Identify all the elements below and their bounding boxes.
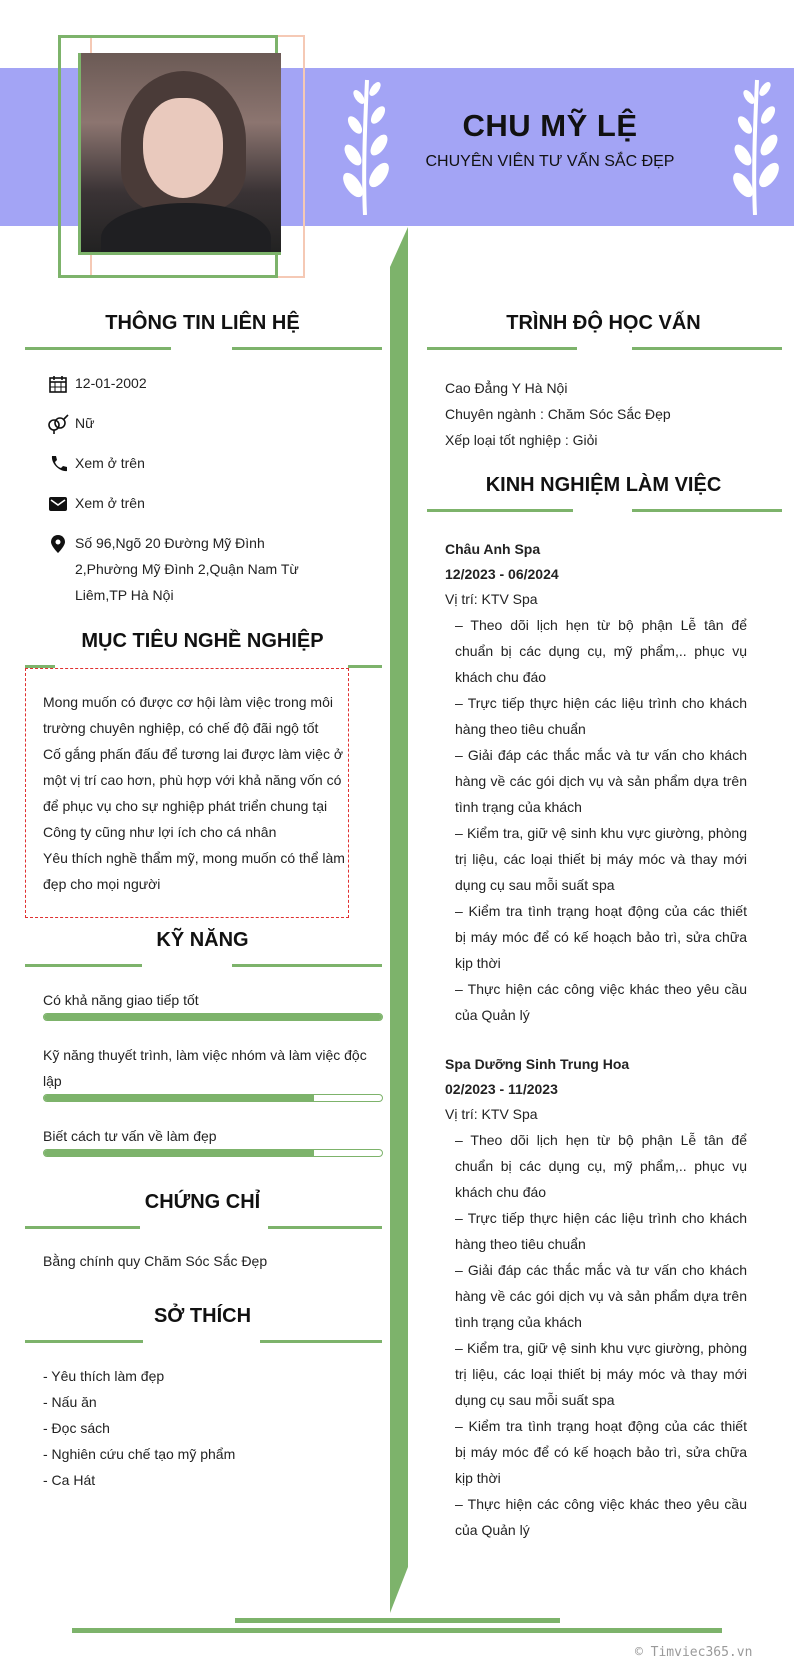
experience-duty-line: chuẩn bị các dụng cụ, mỹ phẩm,.. phục vụ bbox=[455, 643, 747, 659]
experience-duty-line: hàng về các gói dịch vụ và sản phẩm dựa trên bbox=[455, 773, 747, 789]
footer-line bbox=[235, 1618, 560, 1623]
hobby-item: - Nghiên cứu chế tạo mỹ phẩm bbox=[43, 1446, 236, 1462]
section-underline bbox=[25, 964, 142, 967]
objective-line: Cố gắng phấn đấu để tương lai được làm việc ở bbox=[43, 746, 344, 762]
section-underline bbox=[268, 1226, 382, 1229]
experience-duty-line: dụng cụ sau mỗi suất spa bbox=[455, 877, 615, 893]
experience-duty-line: tình trạng của khách bbox=[455, 1314, 582, 1330]
experience-duty-line: – Theo dõi lịch hẹn từ bộ phận Lễ tân để bbox=[455, 617, 747, 633]
certificate-item: Bằng chính quy Chăm Sóc Sắc Đẹp bbox=[43, 1253, 268, 1269]
skill-progress-bar bbox=[43, 1149, 383, 1157]
experience-duty-line: kịp thời bbox=[455, 955, 501, 971]
skill-label: Có khả năng giao tiếp tốt bbox=[43, 992, 199, 1008]
hobby-item: - Đọc sách bbox=[43, 1420, 110, 1436]
experience-duty-line: – Trực tiếp thực hiện các liệu trình cho khách bbox=[455, 1210, 747, 1226]
gender-icon bbox=[46, 414, 70, 434]
experience-duty-line: chuẩn bị các dụng cụ, mỹ phẩm,.. phục vụ bbox=[455, 1158, 747, 1174]
section-underline bbox=[632, 509, 782, 512]
experience-duty-line: – Theo dõi lịch hẹn từ bộ phận Lễ tân để bbox=[455, 1132, 747, 1148]
experience-company: Spa Dưỡng Sinh Trung Hoa bbox=[445, 1056, 630, 1072]
address-line: 2,Phường Mỹ Đình 2,Quận Nam Từ bbox=[75, 561, 299, 577]
skill-label: Kỹ năng thuyết trình, làm việc nhóm và làm việc độc bbox=[43, 1047, 367, 1063]
experience-duty-line: khách chu đáo bbox=[455, 669, 547, 685]
job-title: CHUYÊN VIÊN TƯ VẤN SẮC ĐẸP bbox=[425, 153, 675, 170]
experience-duty-line: – Kiểm tra, giữ vệ sinh khu vực giường, phòng bbox=[455, 825, 747, 841]
hobby-item: - Ca Hát bbox=[43, 1472, 96, 1488]
experience-position: Vị trí: KTV Spa bbox=[445, 1106, 538, 1122]
objective-line: một vị trí cao hơn, phù hợp với khả năng vốn có bbox=[43, 772, 342, 788]
experience-duty-line: bị máy móc để có kế hoạch bảo trì, sửa chữa bbox=[455, 1444, 747, 1460]
skills-section-title: KỸ NĂNG bbox=[156, 929, 249, 951]
section-underline bbox=[25, 1340, 143, 1343]
phone-value: Xem ở trên bbox=[75, 455, 145, 471]
skill-progress-bar bbox=[43, 1013, 383, 1021]
experience-duty-line: của Quản lý bbox=[455, 1522, 530, 1538]
experience-duty-line: – Giải đáp các thắc mắc và tư vấn cho khách bbox=[455, 1262, 747, 1278]
birthday-value: 12-01-2002 bbox=[75, 375, 147, 391]
section-underline bbox=[260, 1340, 382, 1343]
experience-duty-line: – Thực hiện các công việc khác theo yêu cầu bbox=[455, 1496, 747, 1512]
certificates-section-title: CHỨNG CHỈ bbox=[144, 1191, 261, 1213]
gender-value: Nữ bbox=[75, 415, 95, 431]
experience-period: 02/2023 - 11/2023 bbox=[445, 1081, 558, 1097]
objective-line: Mong muốn có được cơ hội làm việc trong môi bbox=[43, 694, 333, 710]
email-icon bbox=[48, 494, 68, 514]
section-underline bbox=[348, 665, 382, 668]
contact-section-title: THÔNG TIN LIÊN HỆ bbox=[105, 312, 300, 334]
experience-period: 12/2023 - 06/2024 bbox=[445, 566, 559, 582]
experience-company: Châu Anh Spa bbox=[445, 541, 541, 557]
experience-duty-line: trị liệu, các loại thiết bị máy móc và thay mới bbox=[455, 851, 747, 867]
leaf-sprig-icon bbox=[725, 75, 785, 215]
experience-duty-line: trị liệu, các loại thiết bị máy móc và thay mới bbox=[455, 1366, 747, 1382]
address-line: Số 96,Ngõ 20 Đường Mỹ Đình bbox=[75, 535, 265, 551]
experience-duty-line: bị máy móc để có kế hoạch bảo trì, sửa chữa bbox=[455, 929, 747, 945]
education-school: Cao Đẳng Y Hà Nội bbox=[445, 380, 568, 396]
footer-line bbox=[72, 1628, 722, 1633]
experience-duty-line: kịp thời bbox=[455, 1470, 501, 1486]
education-major: Chuyên ngành : Chăm Sóc Sắc Đẹp bbox=[445, 406, 671, 422]
experience-duty-line: – Thực hiện các công việc khác theo yêu cầu bbox=[455, 981, 747, 997]
experience-position: Vị trí: KTV Spa bbox=[445, 591, 538, 607]
section-underline bbox=[427, 347, 577, 350]
skill-label: Biết cách tư vấn về làm đẹp bbox=[43, 1128, 217, 1144]
address-line: Liêm,TP Hà Nội bbox=[75, 587, 174, 603]
column-divider bbox=[390, 227, 408, 1613]
phone-icon bbox=[48, 454, 68, 474]
section-underline bbox=[632, 347, 782, 350]
skill-progress-bar bbox=[43, 1094, 383, 1102]
experience-duty-line: của Quản lý bbox=[455, 1007, 530, 1023]
candidate-name: CHU MỸ LỆ bbox=[462, 108, 638, 143]
experience-duty-line: hàng theo tiêu chuẩn bbox=[455, 1236, 586, 1252]
objective-line: trường chuyên nghiệp, có chế độ đãi ngộ tốt bbox=[43, 720, 319, 736]
objective-line: Yêu thích nghề thẩm mỹ, mong muốn có thể làm bbox=[43, 850, 345, 866]
experience-duty-line: – Trực tiếp thực hiện các liệu trình cho khách bbox=[455, 695, 747, 711]
experience-duty-line: – Kiểm tra tình trạng hoạt động của các thiết bbox=[455, 1418, 747, 1434]
email-value: Xem ở trên bbox=[75, 495, 145, 511]
objective-section-title: MỤC TIÊU NGHỀ NGHIỆP bbox=[81, 630, 324, 652]
experience-duty-line: hàng theo tiêu chuẩn bbox=[455, 721, 586, 737]
section-underline bbox=[232, 964, 382, 967]
section-underline bbox=[25, 1226, 140, 1229]
calendar-icon bbox=[48, 374, 68, 394]
experience-duty-line: tình trạng của khách bbox=[455, 799, 582, 815]
objective-line: Công ty cũng như lợi ích cho cá nhân bbox=[43, 824, 277, 840]
section-underline bbox=[427, 509, 573, 512]
experience-duty-line: – Kiểm tra tình trạng hoạt động của các thiết bbox=[455, 903, 747, 919]
objective-line: để phục vụ cho sự nghiệp phát triển chung tại bbox=[43, 798, 328, 814]
experience-duty-line: – Giải đáp các thắc mắc và tư vấn cho khách bbox=[455, 747, 747, 763]
leaf-sprig-icon bbox=[335, 75, 395, 215]
hobby-item: - Yêu thích làm đẹp bbox=[43, 1368, 165, 1384]
location-pin-icon bbox=[48, 534, 68, 554]
hobby-item: - Nấu ăn bbox=[43, 1394, 97, 1410]
experience-duty-line: hàng về các gói dịch vụ và sản phẩm dựa trên bbox=[455, 1288, 747, 1304]
objective-line: đẹp cho mọi người bbox=[43, 876, 161, 892]
experience-duty-line: dụng cụ sau mỗi suất spa bbox=[455, 1392, 615, 1408]
education-section-title: TRÌNH ĐỘ HỌC VẤN bbox=[506, 312, 701, 334]
experience-duty-line: – Kiểm tra, giữ vệ sinh khu vực giường, phòng bbox=[455, 1340, 747, 1356]
experience-section-title: KINH NGHIỆM LÀM VIỆC bbox=[485, 474, 722, 496]
watermark: © Timviec365.vn bbox=[635, 1645, 753, 1660]
education-grade: Xếp loại tốt nghiệp : Giỏi bbox=[445, 432, 598, 448]
avatar bbox=[78, 53, 281, 255]
section-underline bbox=[25, 347, 171, 350]
section-underline bbox=[232, 347, 382, 350]
hobbies-section-title: SỞ THÍCH bbox=[153, 1305, 252, 1327]
skill-label: lập bbox=[43, 1073, 62, 1089]
experience-duty-line: khách chu đáo bbox=[455, 1184, 547, 1200]
